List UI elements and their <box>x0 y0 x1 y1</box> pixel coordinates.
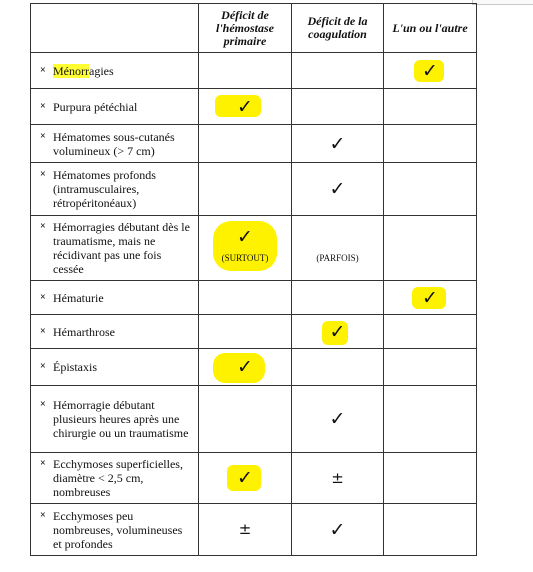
row-label <box>31 315 199 349</box>
cell-primary <box>199 163 292 216</box>
cell-coagulation <box>292 315 384 349</box>
cell-coagulation <box>292 125 384 163</box>
cell-primary <box>199 349 292 386</box>
row-label <box>31 281 199 315</box>
cell-coagulation <box>292 349 384 386</box>
table-row <box>31 453 477 504</box>
cell-primary <box>199 125 292 163</box>
bullet-icon: × <box>40 221 46 232</box>
row-label-text: Hémorragies débutant dès le traumatisme, mais ne récidivant pas une fois cessée <box>53 220 190 276</box>
header-row <box>31 4 477 53</box>
cell-either <box>384 386 477 453</box>
bullet-icon: × <box>40 100 46 112</box>
cell-either <box>384 163 477 216</box>
window-frame-edge <box>472 0 533 5</box>
plus-minus-icon: ± <box>238 520 252 538</box>
cell-either <box>384 453 477 504</box>
cell-either <box>384 89 477 125</box>
row-label <box>31 349 199 386</box>
row-label <box>31 386 199 453</box>
row-label <box>31 453 199 504</box>
cell-primary <box>199 216 292 281</box>
check-icon: ✓ <box>329 518 346 541</box>
check-icon: ✓ <box>329 178 346 200</box>
table-row <box>31 163 477 216</box>
check-icon: ✓ <box>237 356 253 378</box>
cell-coagulation <box>292 163 384 216</box>
symptom-comparison-table <box>30 3 477 556</box>
cell-either <box>384 125 477 163</box>
cell-coagulation <box>292 89 384 125</box>
bullet-icon: × <box>40 361 46 372</box>
check-icon: ✓ <box>237 226 253 248</box>
note-parfois: (PARFOIS) <box>316 253 359 263</box>
bullet-icon: × <box>40 458 46 469</box>
check-icon: ✓ <box>329 408 346 430</box>
cell-coagulation <box>292 504 384 556</box>
check-icon: ✓ <box>237 95 253 118</box>
cell-primary <box>199 386 292 453</box>
row-label-text: Hémarthrose <box>53 324 115 339</box>
row-label-text: Purpura pétéchial <box>53 99 138 114</box>
check-icon: ✓ <box>237 467 253 489</box>
row-label-text: Hématomes profonds (intramusculaires, rétropéritonéaux) <box>53 168 156 210</box>
row-label <box>31 216 199 281</box>
header-coagulation: Déficit de la coagulation <box>292 4 384 53</box>
row-label <box>31 89 199 125</box>
cell-either <box>384 504 477 556</box>
cell-either <box>384 349 477 386</box>
bullet-icon: × <box>40 130 46 142</box>
check-icon: ✓ <box>422 59 438 82</box>
cell-coagulation <box>292 453 384 504</box>
cell-primary <box>199 53 292 89</box>
bullet-icon: × <box>40 64 46 76</box>
cell-either <box>384 53 477 89</box>
cell-primary <box>199 453 292 504</box>
check-icon: ✓ <box>329 320 346 343</box>
row-label-text: Épistaxis <box>53 360 97 374</box>
table-row <box>31 281 477 315</box>
table-row <box>31 53 477 89</box>
bullet-icon: × <box>40 169 46 180</box>
highlighted-text: Ménorr <box>53 63 89 78</box>
row-label-text: Hémorragie débutant plusieurs heures après une chirurgie ou un traumatisme <box>53 398 189 440</box>
cell-primary <box>199 315 292 349</box>
row-label-text: Hématomes sous-cutanés volumineux (> 7 cm) <box>53 129 175 158</box>
row-label <box>31 163 199 216</box>
cell-primary <box>199 504 292 556</box>
note-surtout: (SURTOUT) <box>221 253 269 263</box>
row-label <box>31 125 199 163</box>
cell-coagulation <box>292 216 384 281</box>
table-row <box>31 504 477 556</box>
cell-primary <box>199 89 292 125</box>
row-label-text: agies <box>89 63 114 78</box>
table-row <box>31 216 477 281</box>
bullet-icon: × <box>40 509 46 521</box>
header-primary-hemostasis: Déficit de l'hémostase primaire <box>199 4 292 53</box>
cell-coagulation <box>292 386 384 453</box>
row-label-text: Hématurie <box>53 290 104 305</box>
table-row <box>31 315 477 349</box>
cell-coagulation <box>292 53 384 89</box>
cell-primary <box>199 281 292 315</box>
table-row <box>31 349 477 386</box>
check-icon: ✓ <box>422 286 438 309</box>
table-row <box>31 89 477 125</box>
bullet-icon: × <box>40 325 46 337</box>
check-icon: ✓ <box>329 132 346 155</box>
table-row <box>31 125 477 163</box>
bullet-icon: × <box>40 399 46 410</box>
cell-either <box>384 216 477 281</box>
table-row <box>31 386 477 453</box>
plus-minus-icon: ± <box>331 468 344 487</box>
row-label <box>31 504 199 556</box>
bullet-icon: × <box>40 291 46 303</box>
cell-either <box>384 281 477 315</box>
cell-coagulation <box>292 281 384 315</box>
row-label-text: Ecchymoses peu nombreuses, volumineuses et profondes <box>53 508 183 551</box>
row-label-text: Ecchymoses superficielles, diamètre < 2,5 cm, nombreuses <box>53 457 183 499</box>
header-empty <box>31 4 199 53</box>
cell-either <box>384 315 477 349</box>
row-label <box>31 53 199 89</box>
header-either: L'un ou l'autre <box>384 4 477 53</box>
